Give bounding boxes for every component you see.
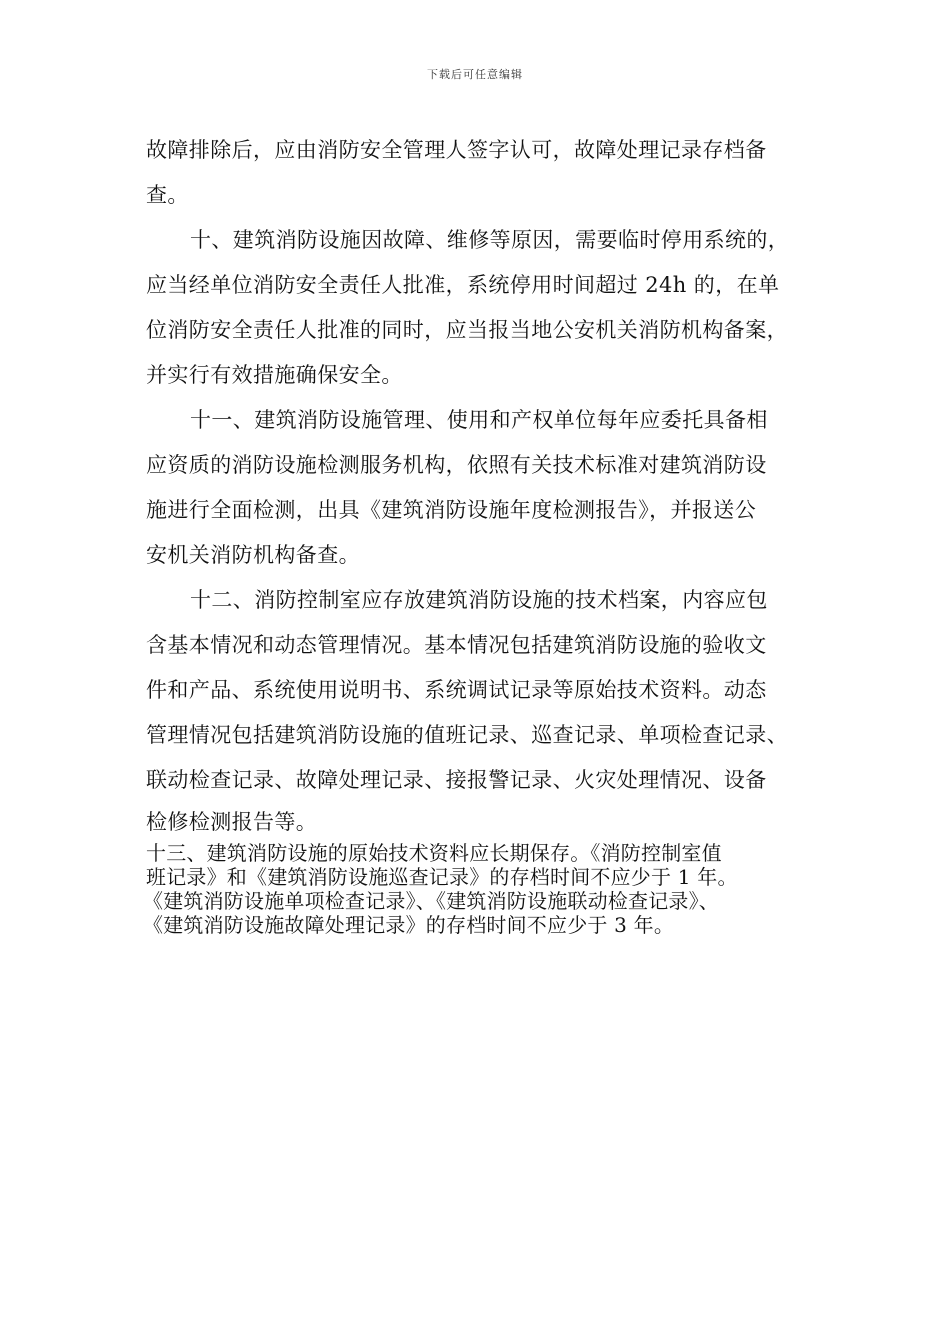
text-line: 《建筑消防设施单项检查记录》、《建筑消防设施联动检查记录》、 xyxy=(143,889,719,913)
text-line: 含基本情况和动态管理情况。基本情况包括建筑消防设施的验收文 xyxy=(146,633,767,657)
text-line: 查。 xyxy=(146,183,189,207)
text-line: 检修检测报告等。 xyxy=(146,810,318,834)
text-line: 位消防安全责任人批准的同时，应当报当地公安机关消防机构备案， xyxy=(146,318,788,342)
paragraph-10-first-line: 十、建筑消防设施因故障、维修等原因，需要临时停用系统的， xyxy=(190,228,790,252)
text-line: 件和产品、系统使用说明书、系统调试记录等原始技术资料。动态 xyxy=(146,678,767,702)
paragraph-12-first-line: 十二、消防控制室应存放建筑消防设施的技术档案，内容应包 xyxy=(190,588,768,612)
text-line: 故障排除后，应由消防安全管理人签字认可，故障处理记录存档备 xyxy=(146,138,767,162)
text-line: 安机关消防机构备查。 xyxy=(146,543,360,567)
text-line: 应资质的消防设施检测服务机构，依照有关技术标准对建筑消防设 xyxy=(146,453,767,477)
text-line: 《建筑消防设施故障处理记录》的存档时间不应少于 3 年。 xyxy=(143,913,675,937)
text-line: 应当经单位消防安全责任人批准，系统停用时间超过 24h 的，在单 xyxy=(146,273,780,297)
text-line: 联动检查记录、故障处理记录、接报警记录、火灾处理情况、设备 xyxy=(146,768,767,792)
text-line: 管理情况包括建筑消防设施的值班记录、巡查记录、单项检查记录、 xyxy=(146,723,788,747)
paragraph-13-first-line: 十三、建筑消防设施的原始技术资料应长期保存。《消防控制室值 xyxy=(146,841,722,865)
text-line: 施进行全面检测，出具《建筑消防设施年度检测报告》，并报送公 xyxy=(146,498,757,522)
page-header: 下载后可任意编辑 xyxy=(427,68,523,81)
paragraph-11-first-line: 十一、建筑消防设施管理、使用和产权单位每年应委托具备相 xyxy=(190,408,768,432)
text-line: 班记录》和《建筑消防设施巡查记录》的存档时间不应少于 1 年。 xyxy=(146,865,738,889)
text-line: 并实行有效措施确保安全。 xyxy=(146,363,403,387)
